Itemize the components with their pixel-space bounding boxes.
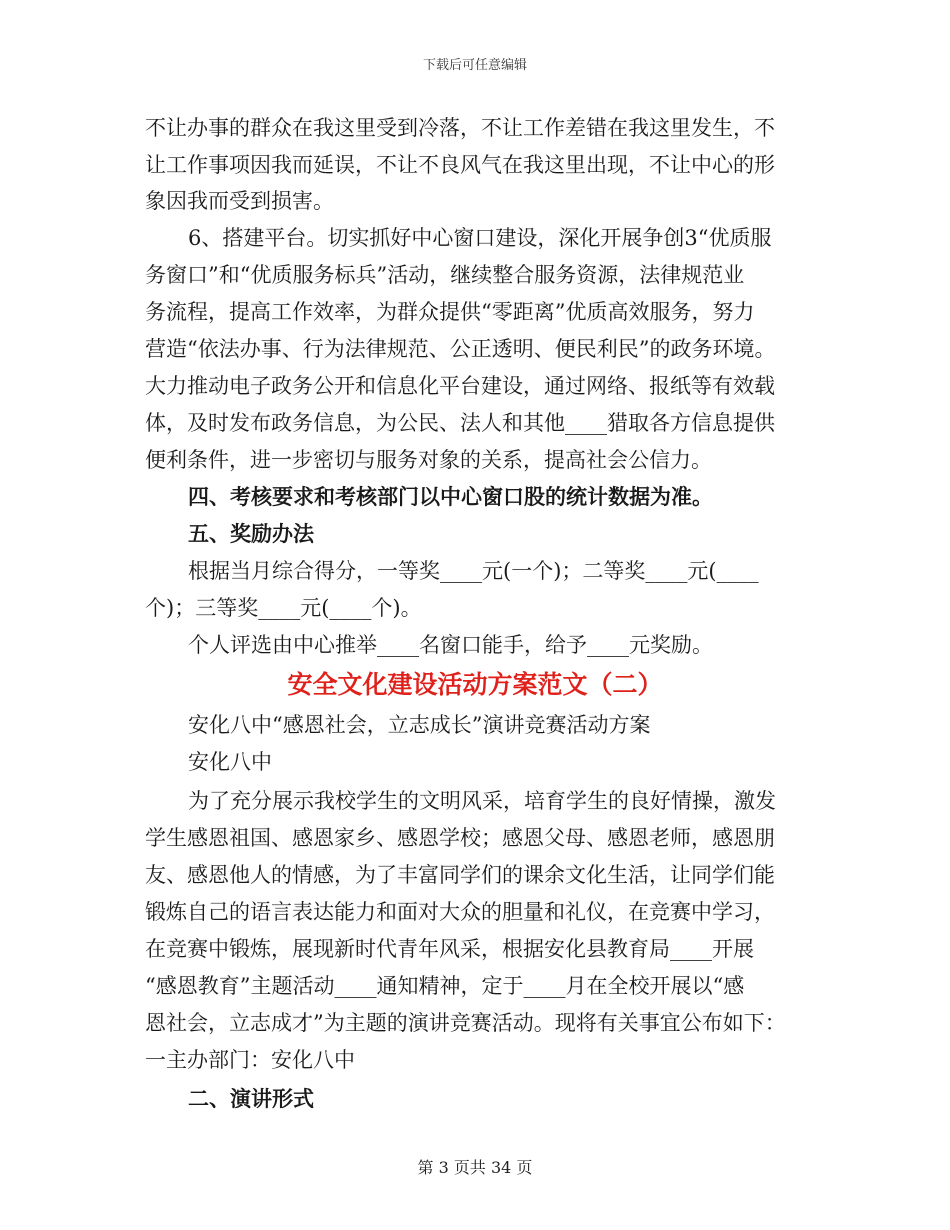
body-line: 个人评选由中心推举____名窗口能手，给予____元奖励。 [188,633,713,657]
body-line: 学生感恩祖国、感恩家乡、感恩学校；感恩父母、感恩老师，感恩朋 [145,826,775,850]
body-line: 根据当月综合得分，一等奖____元(一个)；二等奖____元(____ [188,559,759,583]
body-line: 大力推动电子政务公开和信息化平台建设，通过网络、报纸等有效载 [145,374,775,398]
body-line: 务窗口”和“优质服务标兵”活动，继续整合服务资源，法律规范业 [145,263,745,287]
body-line: 个)；三等奖____元(____个)。 [145,596,422,620]
body-line: 安化八中“感恩社会，立志成长”演讲竞赛活动方案 [188,713,651,737]
body-line: 营造“依法办事、行为法律规范、公正透明、便民利民”的政务环境。 [145,337,776,361]
body-line: 友、感恩他人的情感，为了丰富同学们的课余文化生活，让同学们能 [145,863,775,887]
document-title: 安全文化建设活动方案范文（二） [287,670,663,699]
body-line: “感恩教育”主题活动____通知精神，定于____月在全校开展以“感 [145,974,745,998]
body-line: 象因我而受到损害。 [145,189,334,213]
body-line: 在竞赛中锻炼，展现新时代青年风采，根据安化县教育局____开展 [145,937,754,961]
body-line: 一主办部门：安化八中 [145,1048,355,1072]
section-heading: 五、奖励办法 [188,521,314,546]
body-line: 便利条件，进一步密切与服务对象的关系，提高社会公信力。 [145,448,712,472]
body-line: 为了充分展示我校学生的文明风采，培育学生的良好情操，激发 [188,789,776,813]
body-line: 安化八中 [188,750,272,774]
body-line: 务流程，提高工作效率，为群众提供“零距离”优质高效服务，努力 [145,300,755,324]
body-line: 让工作事项因我而延误，不让不良风气在我这里出现，不让中心的形 [145,153,775,177]
body-line: 6、搭建平台。切实抓好中心窗口建设，深化开展争创3“优质服 [188,226,772,250]
body-line: 锻炼自己的语言表达能力和面对大众的胆量和礼仪，在竞赛中学习， [145,900,775,924]
body-line: 恩社会，立志成才”为主题的演讲竞赛活动。现将有关事宜公布如下： [145,1011,786,1035]
page-header: 下载后可任意编辑 [422,58,527,73]
page-footer: 第 3 页共 34 页 [417,1158,533,1177]
section-heading: 二、演讲形式 [188,1086,314,1111]
body-line: 体，及时发布政务信息，为公民、法人和其他____猎取各方信息提供 [145,411,775,435]
section-heading: 四、考核要求和考核部门以中心窗口股的统计数据为准。 [188,484,713,509]
body-line: 不让办事的群众在我这里受到冷落，不让工作差错在我这里发生，不 [145,116,775,140]
